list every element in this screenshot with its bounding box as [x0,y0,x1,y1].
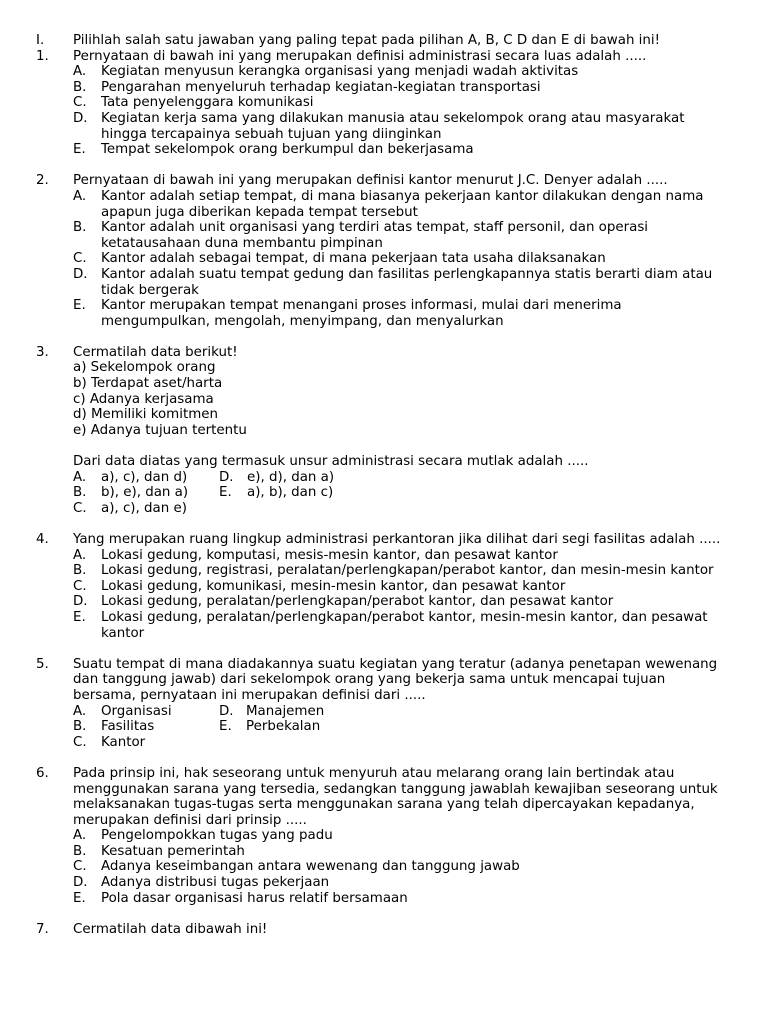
question-3 [0,345,768,361]
option-letter: E. [73,609,86,625]
answer-option-row [0,485,768,501]
answer-option [0,594,768,610]
question-number: 6. [36,765,49,781]
option-text: Organisasi [101,703,172,719]
question-text: Pada prinsip ini, hak seseorang untuk menyuruh atau melarang orang lain bertindak atau menggunakan sarana yang tersedia, sedangkan tanggung jawablah kewajiban seseorang untuk melaksanakan tugas-tugas serta menggunakan sarana yang telah dipercayakan kepadanya, merupakan definisi dari prinsip ..... [73,765,718,828]
option-letter: D. [219,703,234,719]
option-text: Lokasi gedung, registrasi, peralatan/perlengkapan/perabot kantor, dan mesin-mesin kantor [101,563,714,579]
option-letter: B. [73,485,87,501]
answer-option [0,844,768,860]
option-letter: D. [73,266,88,282]
question-text: Cermatilah data berikut! [73,344,238,360]
data-item: b) Terdapat aset/harta [73,376,223,392]
option-text: Adanya distribusi tugas pekerjaan [101,875,330,891]
option-text: Kegiatan menyusun kerangka organisasi yang menjadi wadah aktivitas [101,64,579,80]
answer-option [0,891,768,907]
instruction-text: Pilihlah salah satu jawaban yang paling tepat pada pilihan A, B, C D dan E di bawah ini! [73,33,660,48]
answer-option [0,111,768,142]
option-text: Kantor adalah unit organisasi yang terdiri atas tempat, staff personil, dan operasi ketatausahaan duna membantu pimpinan [101,220,649,251]
option-text: Lokasi gedung, peralatan/perlengkapan/perabot kantor, mesin-mesin kantor, dan pesawat kantor [101,609,708,641]
option-text: Adanya keseimbangan antara wewenang dan tanggung jawab [101,859,520,875]
question-number: 4. [36,532,49,547]
question-5 [0,657,768,704]
option-letter: E. [73,142,86,158]
option-letter: A. [73,64,87,80]
option-text: Lokasi gedung, komunikasi, mesin-mesin kantor, dan pesawat kantor [101,578,566,594]
question-text: Pernyataan di bawah ini yang merupakan definisi administrasi secara luas adalah ..... [73,48,647,64]
option-text: Pengarahan menyeluruh terhadap kegiatan-kegiatan transportasi [101,79,541,95]
option-letter: C. [73,578,87,594]
answer-option-row [0,735,768,751]
answer-option-row [0,704,768,720]
question-number: 2. [36,173,49,189]
answer-option [0,298,768,329]
question-number: 7. [36,921,49,937]
answer-option [0,610,768,641]
option-letter: A. [73,188,87,204]
option-letter: D. [73,875,88,891]
option-letter: D. [73,594,88,610]
question-text: Suatu tempat di mana diadakannya suatu kegiatan yang teratur (adanya penetapan wewenang dan tanggung jawab) dari sekelompok orang yang bekerja sama untuk mencapai tujuan bersama, pernyataan ini merupakan definisi dari ..... [73,656,718,703]
option-text: Lokasi gedung, komputasi, mesis-mesin kantor, dan pesawat kantor [101,547,558,563]
question-prompt: Dari data diatas yang termasuk unsur administrasi secara mutlak adalah ..... [73,454,589,470]
question-6 [0,766,768,828]
option-text: Kantor adalah sebagai tempat, di mana pekerjaan tata usaha dilaksanakan [101,251,606,267]
option-letter: D. [73,110,88,126]
option-text: Pengelompokkan tugas yang padu [101,828,333,844]
option-text: a), b), dan c) [247,485,334,501]
answer-option-row [0,719,768,735]
question-number: 5. [36,656,49,672]
question-text: Cermatilah data dibawah ini! [73,921,268,937]
data-item: c) Adanya kerjasama [73,391,214,407]
option-letter: E. [219,719,232,735]
question-text: Pernyataan di bawah ini yang merupakan definisi kantor menurut J.C. Denyer adalah ..... [73,173,668,189]
option-text: Tata penyelenggara komunikasi [101,95,314,111]
option-text: Kantor [101,734,146,750]
option-letter: A. [73,703,87,719]
instruction-row [0,33,768,49]
option-text: b), e), dan a) [101,485,189,501]
answer-option [0,267,768,298]
option-letter: C. [73,859,87,875]
answer-option [0,859,768,875]
answer-option [0,220,768,251]
option-text: e), d), dan a) [247,469,335,485]
data-item: e) Adanya tujuan tertentu [73,422,247,438]
question-7 [0,922,768,938]
option-letter: E. [73,298,86,314]
option-letter: C. [73,251,87,267]
answer-option-row [0,501,768,517]
option-letter: D. [219,469,234,485]
question-text: Yang merupakan ruang lingkup administrasi perkantoran jika dilihat dari segi fasilitas adalah ..... [73,532,721,547]
option-text: Kegiatan kerja sama yang dilakukan manusia atau sekelompok orang atau masyarakat hingga tercapainya sebuah tujuan yang diinginkan [101,110,685,142]
option-letter: C. [73,734,87,750]
answer-option [0,189,768,220]
question-2 [0,173,768,189]
answer-option [0,875,768,891]
option-letter: B. [73,563,87,579]
option-text: Kantor adalah suatu tempat gedung dan fasilitas perlengkapannya statis berarti diam atau tidak bergerak [101,266,713,298]
option-text: Kantor adalah setiap tempat, di mana biasanya pekerjaan kantor dilakukan dengan nama apapun juga diberikan kepada tempat tersebut [101,188,704,220]
option-letter: B. [73,79,87,95]
option-text: Kesatuan pemerintah [101,843,245,859]
question-number: 3. [36,344,49,360]
answer-option [0,828,768,844]
option-letter: C. [73,95,87,111]
option-letter: E. [219,485,232,501]
option-letter: B. [73,843,87,859]
option-letter: B. [73,220,87,236]
option-text: Lokasi gedung, peralatan/perlengkapan/perabot kantor, dan pesawat kantor [101,594,614,610]
question-4 [0,532,768,548]
answer-option [0,80,768,96]
option-text: Kantor merupakan tempat menangani proses informasi, mulai dari menerima mengumpulkan, mengolah, menyimpang, dan menyalurkan [101,298,622,329]
option-letter: E. [73,890,86,906]
option-letter: A. [73,547,87,563]
answer-option [0,251,768,267]
data-item: a) Sekelompok orang [73,360,216,376]
option-text: Perbekalan [246,719,321,735]
data-item: d) Memiliki komitmen [73,407,218,423]
option-letter: C. [73,500,87,516]
option-text: Tempat sekelompok orang berkumpul dan bekerjasama [101,142,474,158]
option-text: Fasilitas [101,719,155,735]
section-number: I. [36,33,45,48]
option-text: a), c), dan e) [101,500,187,516]
option-letter: A. [73,469,87,485]
answer-option [0,64,768,80]
question-number: 1. [36,48,49,64]
question-1 [0,49,768,65]
document-page [0,33,768,937]
answer-option-row [0,470,768,486]
answer-option [0,95,768,111]
answer-option [0,563,768,579]
option-text: a), c), dan d) [101,469,188,485]
answer-option [0,142,768,158]
answer-option [0,579,768,595]
option-letter: A. [73,828,87,844]
answer-option [0,548,768,564]
option-text: Pola dasar organisasi harus relatif bersamaan [101,890,408,906]
option-letter: B. [73,719,87,735]
option-text: Manajemen [246,703,325,719]
